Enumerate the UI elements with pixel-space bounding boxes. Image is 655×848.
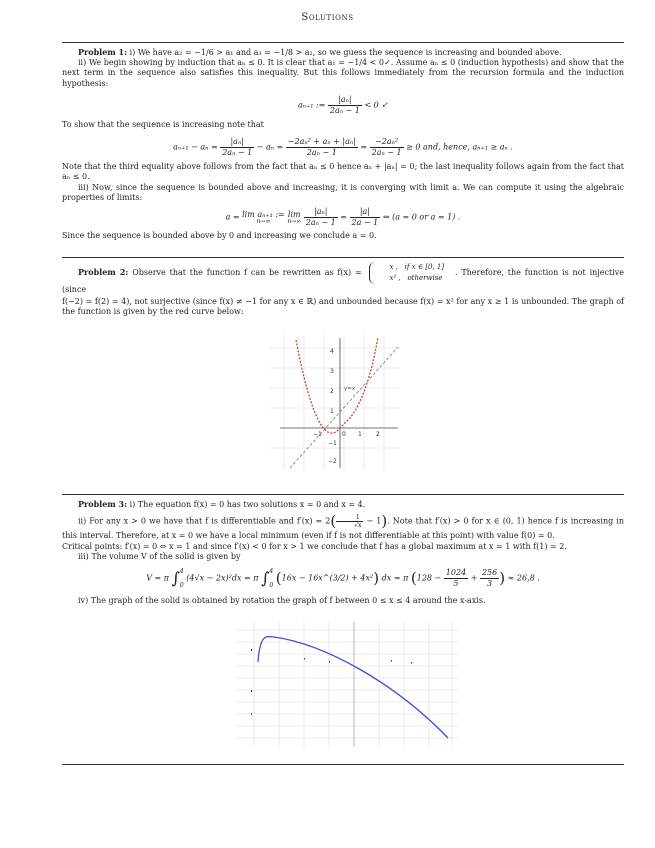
case-2 <box>374 273 445 284</box>
y-tick-4: 4 <box>330 348 334 355</box>
problem-3-ii-a: ii) For any x > 0 we have that f is differentiable and f′(x) = 2 <box>78 516 331 526</box>
volume-f2-num: 256 <box>480 568 499 579</box>
eq3-lim2-sub: n→∞ <box>287 217 302 225</box>
integral-2-bounds <box>269 569 273 589</box>
eq2-f3-num: −2aₙ² <box>370 137 404 148</box>
volume-f2-den: 3 <box>487 579 493 589</box>
y-tick-neg2: −2 <box>328 458 337 465</box>
eq2-f1-den: 2aₙ − 1 <box>222 147 253 157</box>
problem-3 <box>62 499 624 606</box>
problem-3-part-i <box>62 499 624 510</box>
eq1-numerator: |aₙ| <box>328 95 362 106</box>
eq2-f2-den: 2aₙ − 1 <box>306 147 337 157</box>
problem-3-part-ii <box>62 512 624 541</box>
integral-1-bounds <box>180 569 184 589</box>
eq2-f3-den: 2aₙ − 1 <box>371 147 402 157</box>
eq2-fraction-2 <box>286 137 358 158</box>
function-graph <box>270 335 400 470</box>
problem-1-increasing-text: To show that the sequence is increasing note that <box>62 120 264 130</box>
volume-f1-num: 1024 <box>444 568 468 579</box>
page-title: Solutions <box>301 12 354 23</box>
eq3-lim2-text: lim <box>287 209 301 219</box>
integral-2-lower: 0 <box>269 581 274 589</box>
problem-3-ii-b: . Note that f′(x) > 0 for x ∈ (0, 1) hence f is increasing in this interval. Therefore, at x = 0 we have a local minimum (even if f is not differentiable at this point) with value f(0) = 0. <box>62 516 625 541</box>
eq2-lhs: aₙ₊₁ − aₙ = <box>173 142 218 152</box>
volume-128: 128 − <box>416 573 442 583</box>
equation-3 <box>62 207 624 228</box>
eq2-fraction-1 <box>220 137 254 158</box>
case-1-condition: if x ∈ [0, 1] <box>404 263 445 271</box>
divider <box>62 42 624 43</box>
case-1 <box>374 262 445 273</box>
integrand-1: (4√x − 2x)²dx = π <box>186 573 259 583</box>
solid-graph-grid <box>234 622 458 747</box>
paren-close: ) <box>381 512 388 531</box>
derivative-den: √x <box>354 522 362 530</box>
y-tick-neg1: −1 <box>328 440 337 447</box>
eq3-f2-num: |a| <box>350 207 381 218</box>
eq1-denominator: 2aₙ − 1 <box>329 106 360 116</box>
integral-1-lower: 0 <box>179 581 184 589</box>
volume-result: ≈ 26,8 . <box>507 573 540 583</box>
case-2-value: x² , <box>389 274 401 283</box>
volume-dx: dx = π <box>381 573 409 583</box>
eq1-rhs: < 0 ✓ <box>364 100 389 110</box>
problem-1-i-text: i) We have a₂ = −1/6 > a₁ and a₃ = −1/8 > a₂, so we guess the sequence is increasing and bounded above. <box>127 48 562 57</box>
derivative-fraction <box>336 514 363 530</box>
x-tick-1: 1 <box>358 431 362 438</box>
integral-1-upper: 4 <box>179 567 184 575</box>
problem-1 <box>62 47 624 241</box>
y-tick-1: 1 <box>330 408 334 415</box>
integral-2-upper: 4 <box>269 567 274 575</box>
volume-equation <box>62 568 624 589</box>
eq3-lim1-sub: n→∞ <box>256 217 271 225</box>
solid-graph <box>234 622 458 747</box>
paren-close: ) <box>499 569 506 588</box>
eq3-a: a = <box>225 212 240 222</box>
problem-3-i-text: i) The equation f(x) = 0 has two solutions x = 0 and x = 4. <box>127 500 366 509</box>
case-1-value: x , <box>389 263 398 271</box>
integrand-2: 16x − 16x^(3/2) + 4x² <box>281 573 374 583</box>
x-tick-2: 2 <box>376 431 380 438</box>
eq3-lim1-text: lim aₙ₊₁ := <box>242 209 285 219</box>
eq1-fraction <box>328 95 362 116</box>
eq3-fraction-1 <box>304 207 338 228</box>
scatter-marks <box>251 649 412 715</box>
problem-3-part-iv: iv) The graph of the solid is obtained by rotation the graph of f between 0 ≤ x ≤ 4 around the x-axis. <box>78 595 486 605</box>
problem-2-continuation: f(−2) = f(2) = 4), not surjective (since f(x) ≠ −1 for any x ∈ ℝ) and unbounded because f(x) = x² for any x ≥ 1 is unbounded. The graph of the function is given by the red curve below: <box>62 297 624 317</box>
problem-1-note: Note that the third equality above follows from the fact that aₙ ≤ 0 hence aₙ + |aₙ| = 0; the last inequality follows again from the fact that aₙ ≤ 0. <box>62 162 624 182</box>
volume-f1-den: 5 <box>453 579 459 589</box>
derivative-num: 1 <box>336 514 363 523</box>
eq3-equals: = <box>340 212 347 222</box>
volume-fraction-2 <box>480 568 499 589</box>
problem-3-critical-points: Critical points: f′(x) = 0 ⇔ x = 1 and since f′(x) < 0 for x > 1 we conclude that f has a global maximum at x = 1 with f(1) = 2. <box>62 541 567 551</box>
problem-2-lead: Observe that the function f can be rewritten as f(x) = <box>128 268 362 278</box>
paren-close: ) <box>373 569 380 588</box>
x-tick-neg1: −1 <box>313 431 322 438</box>
problem-1-label: Problem 1: <box>78 47 128 57</box>
divider <box>62 764 624 765</box>
volume-fraction-1 <box>444 568 468 589</box>
y-tick-3: 3 <box>330 368 334 375</box>
origin-label: 0 <box>342 431 346 438</box>
divider <box>62 257 624 258</box>
eq2-equals: = <box>360 142 368 152</box>
problem-2-after-cases: . Therefore, the function is not injective (since <box>62 268 625 295</box>
equation-2 <box>62 137 624 158</box>
eq3-rhs: ⇔ (a = 0 or a = 1) . <box>382 212 461 222</box>
problem-1-part-i <box>62 47 624 58</box>
integral-sign-1: ∫ <box>171 568 180 588</box>
eq2-f1-num: |aₙ| <box>220 137 254 148</box>
equation-1 <box>62 95 624 116</box>
minus-one: − 1 <box>363 516 382 526</box>
divider <box>62 494 624 495</box>
eq3-f1-den: 2aₙ − 1 <box>305 218 336 228</box>
y-tick-2: 2 <box>330 388 334 395</box>
integral-sign-2: ∫ <box>261 568 270 588</box>
volume-plus: + <box>470 573 478 583</box>
solid-curve <box>258 637 448 738</box>
piecewise-cases <box>369 262 449 284</box>
eq3-limit-1 <box>242 211 285 225</box>
eq3-limit-2 <box>287 211 301 225</box>
volume-v: V = π <box>146 573 170 583</box>
eq3-f1-num: |aₙ| <box>304 207 338 218</box>
eq2-mid: − aₙ = <box>256 142 284 152</box>
paren-open: ( <box>330 512 337 531</box>
graph-grid <box>270 335 400 470</box>
problem-3-part-iii: iii) The volume V of the solid is given by <box>78 551 241 561</box>
paren-open: ( <box>275 569 282 588</box>
eq2-f2-num: −2aₙ² + aₙ + |aₙ| <box>286 137 358 148</box>
eq3-f2-den: 2a − 1 <box>351 218 379 228</box>
case-2-condition: otherwise <box>407 274 443 283</box>
problem-2-label: Problem 2: <box>78 267 129 278</box>
eq3-fraction-2 <box>350 207 381 228</box>
problem-2-intro <box>62 262 624 297</box>
eq2-fraction-3 <box>370 137 404 158</box>
problem-1-part-iii: iii) Now, since the sequence is bounded above and increasing, it is converging with limit a. We can compute it using the algebraic properties of limits: <box>62 182 624 202</box>
problem-3-label: Problem 3: <box>78 499 128 509</box>
problem-1-part-ii: ii) We begin showing by induction that aₙ ≤ 0. It is clear that a₁ = −1/4 < 0✓. Assume aₙ ≤ 0 (induction hypothesis) and show that the next term in the sequence also satisfies this inequality. But this follows immediately from the recursion formula and the induction hypothesis: <box>62 58 624 88</box>
eq1-lhs: aₙ₊₁ := <box>297 100 326 110</box>
problem-1-conclusion: Since the sequence is bounded above by 0 and increasing we conclude a = 0. <box>62 230 377 240</box>
line-label: y=x <box>344 386 356 392</box>
function-curve <box>296 337 378 433</box>
eq2-rhs: ≥ 0 and, hence, aₙ₊₁ ≥ aₙ . <box>406 142 513 152</box>
paren-open: ( <box>410 569 417 588</box>
problem-2 <box>62 262 624 318</box>
